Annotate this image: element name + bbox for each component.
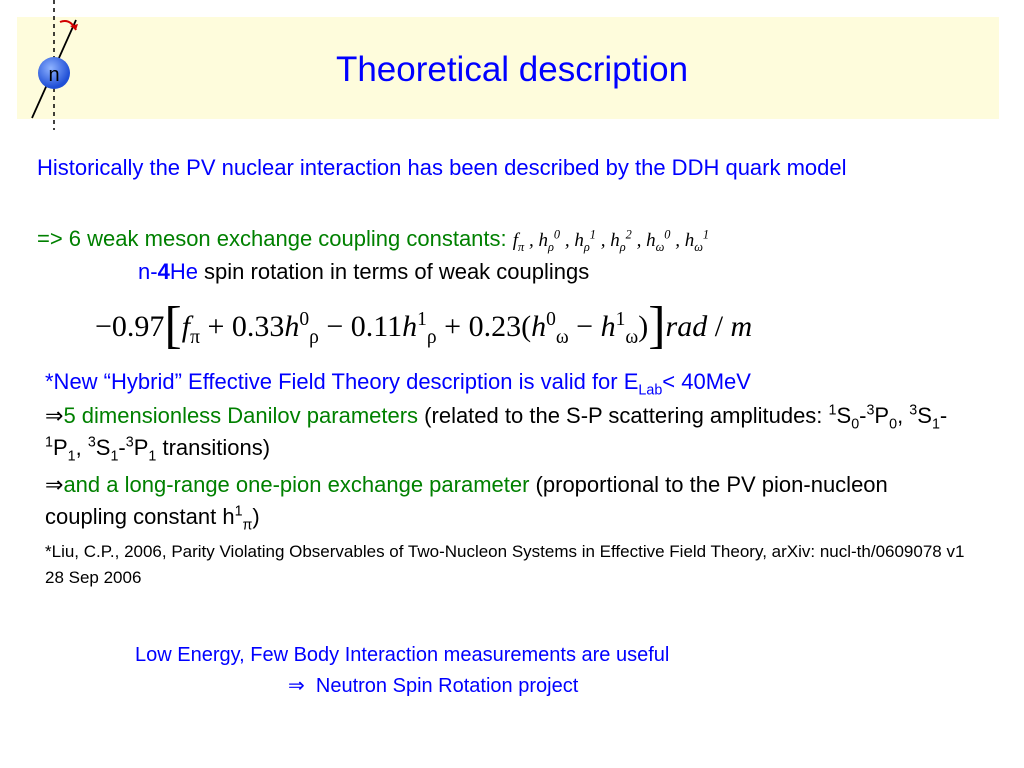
pion-paragraph: ⇒and a long-range one-pion exchange parameter (proportional to the PV pion-nucleon coupling constant $h^1_\pi$) [45, 472, 888, 534]
ddh-paragraph: Historically the PV nuclear interaction has been described by the DDH quark model [37, 155, 847, 180]
implies-icon: ⇒ [288, 675, 305, 697]
footer-line2: ⇒ Neutron Spin Rotation project [288, 675, 579, 697]
coupling-constants: $f_\pi$ , $h_\rho^0$ , $h_\rho^1$ , $h_\rho^2$ , $h_\omega^0$ , $h_\omega^1$ [512, 227, 710, 254]
he-spin-line: n-4He spin rotation in terms of weak couplings [138, 259, 590, 284]
rotation-equation: $-0.97[f_\pi + 0.33h^0_\rho - 0.11h^1_\rho + 0.23(h^0_\omega - h^1_\omega)]rad / m$ [95, 297, 753, 354]
logo-label: n [48, 64, 60, 86]
eft-line: *New “Hybrid” Effective Field Theory description is valid for $E_{Lab}< 40MeV$ [45, 369, 751, 399]
reference-note: *Liu, C.P., 2006, Parity Violating Observables of Two-Nucleon Systems in Effective Field Theory, arXiv: nucl-th/0609078 v1 28 Sep 2006 [45, 542, 965, 587]
danilov-paragraph: ⇒5 dimensionless Danilov parameters (related to the S-P scattering amplitudes: $^1S_0-^3P_0$, $^3S_1-^1P_1$, $^3S_1-^3P_1$ transitions) [45, 402, 948, 465]
coupling-intro: => 6 weak meson exchange coupling constants: [37, 226, 507, 251]
footer-line1: Low Energy, Few Body Interaction measurements are useful [135, 644, 670, 666]
coupling-line [37, 223, 709, 257]
page-title: Theoretical description [335, 50, 689, 89]
